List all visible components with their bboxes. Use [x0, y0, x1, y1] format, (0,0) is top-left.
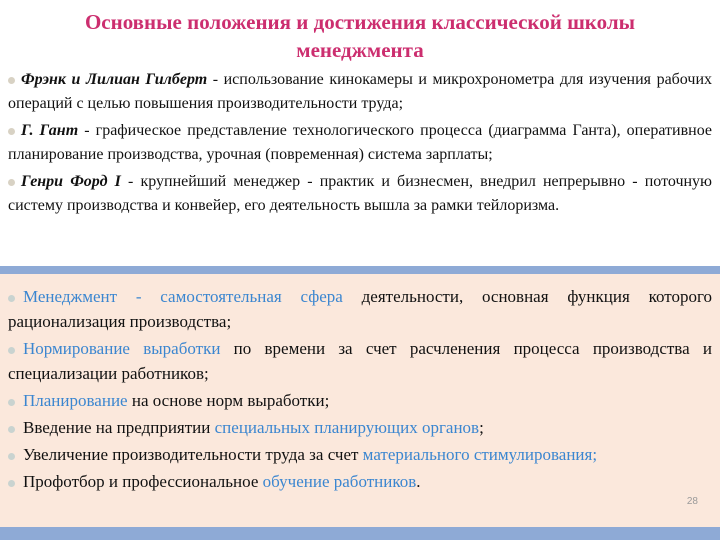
footer-bar [0, 527, 720, 540]
highlight-text: обучение работников [262, 472, 417, 491]
list-item: Планирование на основе норм выработки; [8, 388, 712, 413]
highlight-text: специальных планирующих органов [214, 418, 480, 437]
bullet-icon [8, 295, 15, 302]
list-item: Введение на предприятии специальных планирующих органов; [8, 415, 712, 440]
item-text: - крупнейший менеджер - практик и бизнесмен, внедрил непрерывно - поточную систему производства и конвейер, его деятельность вышла за рамки тейлоризма. [8, 173, 713, 214]
divider [0, 266, 720, 274]
list-item [8, 68, 712, 116]
top-list [8, 68, 712, 221]
item-text: - использование кинокамеры и микрохронометра для изучения рабочих операций с целью повышения производительности труда; [8, 71, 713, 112]
list-item: Увеличение производительности труда за счет материального стимулирования; [8, 442, 712, 467]
list-item: Нормирование выработки по времени за счет расчленения процесса производства и специализации работников; [8, 339, 712, 383]
bullet-icon [8, 399, 15, 406]
highlight-text: Планирование [23, 391, 128, 410]
highlight-text: Менеджмент - самостоятельная сфера [23, 287, 343, 306]
bullet-icon [8, 347, 15, 354]
bullet-icon [8, 426, 15, 433]
bottom-list [8, 284, 712, 496]
slide-title: Основные положения и достижения классической школы менеджмента [84, 10, 636, 62]
bullet-icon [8, 480, 15, 487]
bullet-icon [8, 128, 15, 135]
highlight-text: материального стимулирования; [362, 445, 598, 464]
list-item [8, 170, 712, 218]
list-item: Менеджмент - самостоятельная сфера деятельности, основная функция которого рационализация производства; [8, 287, 713, 331]
bullet-icon [8, 179, 15, 186]
person-name: Фрэнк и Лилиан Гилберт [21, 71, 208, 88]
person-name: Г. Гант [21, 122, 79, 139]
list-item [8, 119, 712, 167]
bullet-icon [8, 77, 15, 84]
bullet-icon [8, 453, 15, 460]
page-number: 28 [686, 496, 698, 507]
highlight-text: Нормирование выработки [23, 339, 221, 358]
item-text: - графическое представление технологического процесса (диаграмма Ганта), оперативное планирование производства, урочная (повременная) система зарплаты; [8, 122, 712, 163]
highlight-panel [0, 274, 720, 527]
person-name: Генри Форд I [21, 173, 121, 190]
list-item: Профотбор и профессиональное обучение работников. [8, 469, 712, 494]
